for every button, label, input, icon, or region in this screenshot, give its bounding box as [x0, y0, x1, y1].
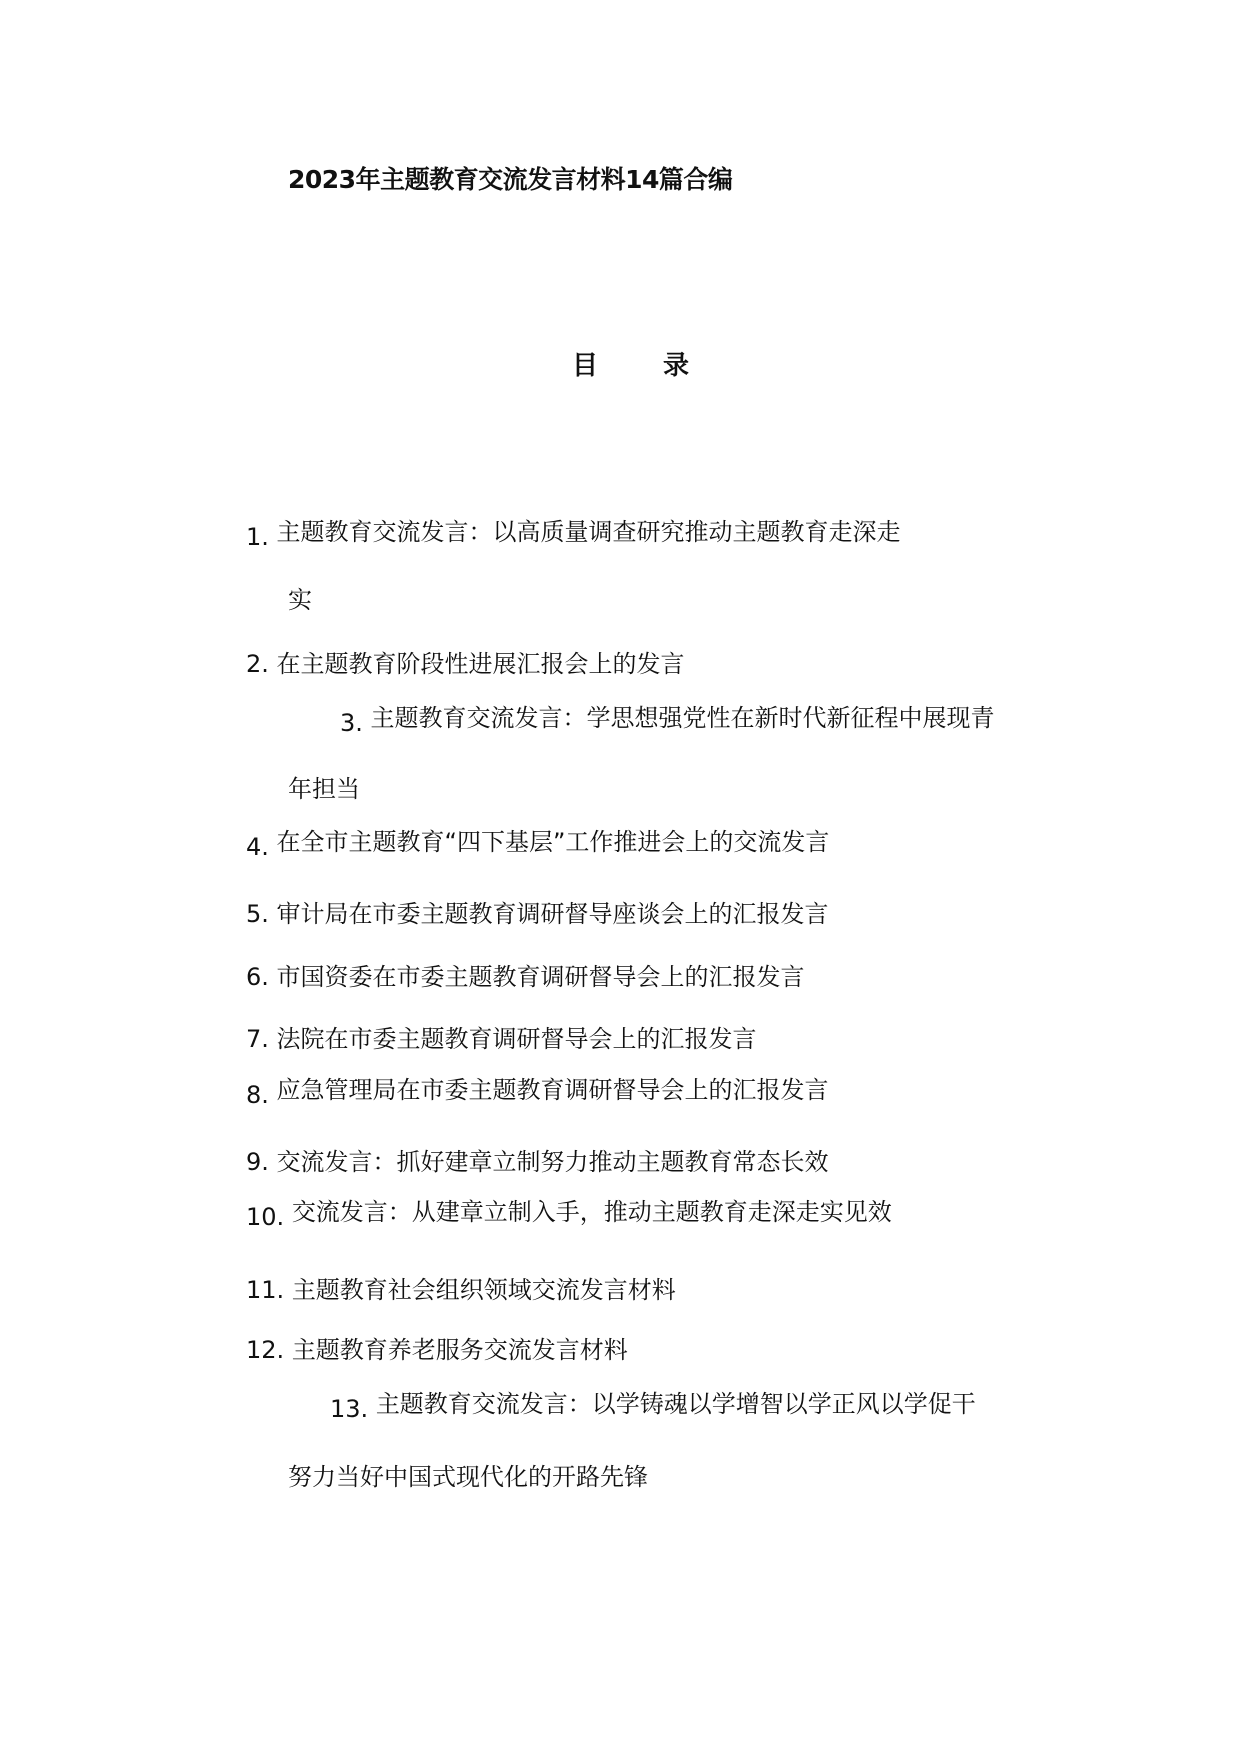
toc-item-text: 主题教育交流发言：以高质量调查研究推动主题教育走深走 — [276, 518, 901, 546]
toc-item-text: 应急管理局在市委主题教育调研督导会上的汇报发言 — [276, 1076, 829, 1104]
toc-item-6[interactable] — [246, 963, 805, 992]
toc-item-8[interactable] — [246, 1076, 829, 1109]
toc-item-text: 主题教育社会组织领域交流发言材料 — [291, 1276, 676, 1304]
toc-item-text: 法院在市委主题教育调研督导会上的汇报发言 — [276, 1025, 757, 1053]
toc-item-1-continuation: 实 — [288, 586, 312, 614]
toc-heading: 目 录 — [572, 351, 718, 381]
toc-item-number: 2. — [246, 650, 269, 678]
toc-item-number: 10. — [246, 1203, 285, 1231]
toc-item-7[interactable] — [246, 1025, 757, 1054]
toc-item-1[interactable] — [246, 518, 901, 551]
toc-item-number: 7. — [246, 1025, 269, 1053]
toc-item-number: 4. — [246, 833, 269, 861]
toc-item-9[interactable] — [246, 1148, 829, 1177]
toc-item-13-continuation: 努力当好中国式现代化的开路先锋 — [288, 1463, 648, 1491]
toc-item-text: 交流发言：抓好建章立制努力推动主题教育常态长效 — [276, 1148, 829, 1176]
document-title: 2023年主题教育交流发言材料14篇合编 — [288, 165, 733, 194]
toc-item-number: 11. — [246, 1276, 285, 1304]
toc-item-13[interactable] — [330, 1390, 976, 1423]
toc-item-text: 在主题教育阶段性进展汇报会上的发言 — [276, 650, 685, 678]
toc-item-text: 交流发言：从建章立制入手，推动主题教育走深走实见效 — [291, 1198, 892, 1226]
toc-item-number: 8. — [246, 1081, 269, 1109]
toc-item-12[interactable] — [246, 1336, 628, 1365]
toc-item-10[interactable] — [246, 1198, 892, 1231]
toc-item-number: 9. — [246, 1148, 269, 1176]
toc-item-3[interactable] — [340, 704, 995, 737]
toc-item-number: 12. — [246, 1336, 285, 1364]
toc-item-text: 主题教育交流发言：学思想强党性在新时代新征程中展现青 — [370, 704, 995, 732]
toc-item-11[interactable] — [246, 1276, 676, 1305]
toc-item-number: 3. — [340, 709, 363, 737]
toc-item-text: 审计局在市委主题教育调研督导座谈会上的汇报发言 — [276, 900, 829, 928]
toc-item-2[interactable] — [246, 650, 685, 679]
toc-item-text: 主题教育养老服务交流发言材料 — [291, 1336, 628, 1364]
toc-item-4[interactable] — [246, 828, 830, 861]
toc-item-text: 市国资委在市委主题教育调研督导会上的汇报发言 — [276, 963, 805, 991]
toc-item-text: 在全市主题教育“四下基层”工作推进会上的交流发言 — [276, 828, 830, 856]
toc-item-5[interactable] — [246, 900, 829, 929]
toc-item-3-continuation: 年担当 — [288, 775, 360, 803]
toc-item-text: 主题教育交流发言：以学铸魂以学增智以学正风以学促干 — [375, 1390, 976, 1418]
toc-item-number: 5. — [246, 900, 269, 928]
toc-item-number: 6. — [246, 963, 269, 991]
toc-item-number: 1. — [246, 523, 269, 551]
toc-item-number: 13. — [330, 1395, 369, 1423]
